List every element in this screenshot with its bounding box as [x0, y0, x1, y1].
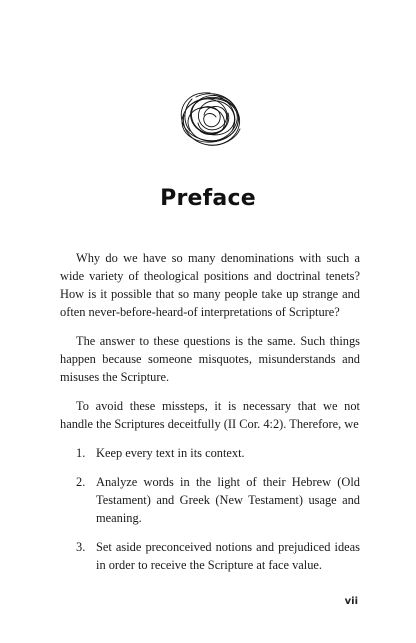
list-item: [60, 538, 360, 574]
list-item-text: Set aside preconceived notions and prejudiced ideas in order to receive the Scripture at face value.: [96, 540, 360, 572]
paragraph-1: Why do we have so many denominations with such a wide variety of theological positions and doctrinal tenets? How is it possible that so many people take up strange and often never-before-heard-of interpretations of Scripture?: [60, 251, 360, 319]
page-number: vii: [344, 596, 358, 607]
list-item-text: Analyze words in the light of their Hebrew (Old Testament) and Greek (New Testament) usage and meaning.: [96, 475, 360, 525]
preface-body: [60, 249, 360, 585]
paragraph-3: To avoid these missteps, it is necessary that we not handle the Scriptures deceitfully (II Cor. 4:2). Therefore, we: [60, 399, 360, 431]
list-item-text: Keep every text in its context.: [96, 446, 245, 460]
list-item: [60, 444, 360, 462]
paragraph-2: The answer to these questions is the same. Such things happen because someone misquotes, misunderstands and misuses the Scripture.: [60, 334, 360, 384]
list-item-number: 2.: [76, 475, 86, 489]
list-item-number: 3.: [76, 540, 86, 554]
list-item: [60, 473, 360, 527]
page-title: Preface: [160, 186, 256, 211]
scribble-icon: [170, 85, 250, 155]
principles-list: [60, 444, 360, 574]
list-item-number: 1.: [76, 446, 86, 460]
